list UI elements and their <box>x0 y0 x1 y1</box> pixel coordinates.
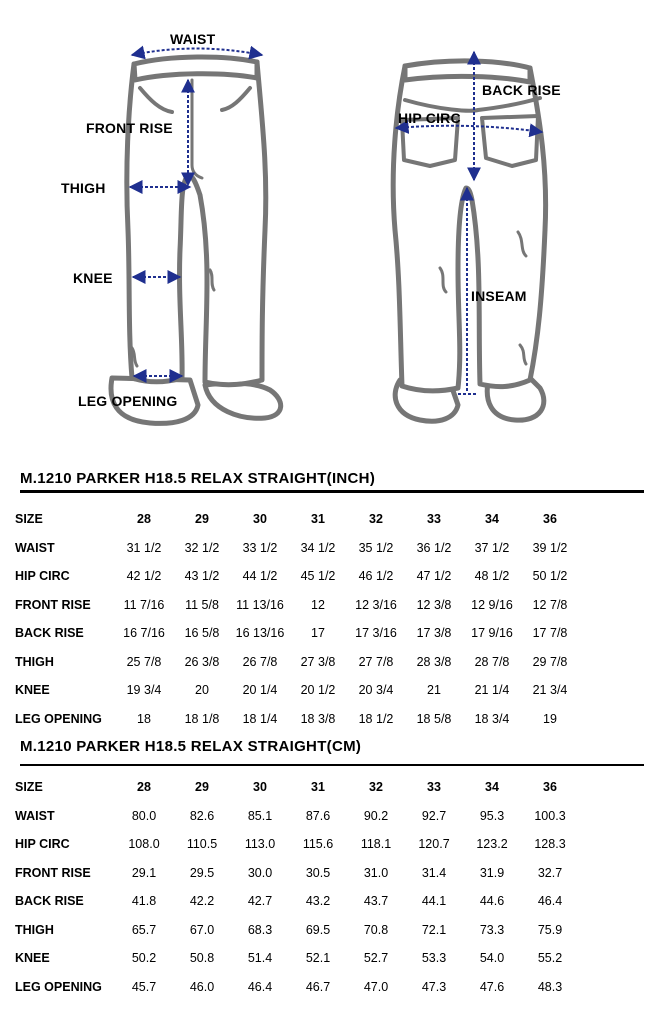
table-cell: 30.0 <box>247 865 273 880</box>
table-cell: 44.1 <box>421 894 447 909</box>
table-cell: 43.7 <box>363 894 389 909</box>
table-cell: 35 1/2 <box>358 540 394 555</box>
table-cell: 11 7/16 <box>123 597 165 612</box>
table-cell: 90.2 <box>363 808 389 823</box>
table-cell: 21 3/4 <box>532 683 568 698</box>
table-cell: 48 1/2 <box>474 569 510 584</box>
inch-table-title: M.1210 PARKER H18.5 RELAX STRAIGHT(INCH) <box>20 470 376 487</box>
table-cell: 31.9 <box>479 865 505 880</box>
table-cell: 42 1/2 <box>126 569 162 584</box>
table-cell: 87.6 <box>305 808 331 823</box>
table-row <box>15 562 579 591</box>
table-cell: 82.6 <box>189 808 215 823</box>
table-cell: 18 3/8 <box>300 711 336 726</box>
table-cell: 46.7 <box>305 979 331 994</box>
size-header-cell: 32 <box>369 780 383 795</box>
table-cell: 31.0 <box>363 865 389 880</box>
table-cell: 92.7 <box>421 808 447 823</box>
table-row <box>15 705 579 734</box>
table-cell: 113.0 <box>244 837 276 852</box>
table-row <box>15 676 579 705</box>
size-header-cell: 30 <box>253 780 267 795</box>
size-header-cell: 31 <box>311 780 325 795</box>
table-cell: 17 3/16 <box>355 626 397 641</box>
table-cell: 12 9/16 <box>471 597 513 612</box>
size-header-label: SIZE <box>15 512 43 527</box>
label-front-rise: FRONT RISE <box>86 120 173 136</box>
table-cell: 72.1 <box>421 922 447 937</box>
table-cell: 28 3/8 <box>416 654 452 669</box>
table-cell: 52.1 <box>305 951 331 966</box>
size-header-cell: 30 <box>253 512 267 527</box>
table-cell: 45 1/2 <box>300 569 336 584</box>
table-cell: 42.2 <box>189 894 215 909</box>
table-cell: 108.0 <box>128 837 160 852</box>
table-cell: 28 7/8 <box>474 654 510 669</box>
row-label: WAIST <box>15 540 55 555</box>
measurement-diagram <box>0 0 663 440</box>
table-cell: 20 1/2 <box>300 683 336 698</box>
row-label: FRONT RISE <box>15 597 91 612</box>
table-cell: 43.2 <box>305 894 331 909</box>
table-row <box>15 887 579 916</box>
table-cell: 20 1/4 <box>242 683 278 698</box>
table-cell: 18 5/8 <box>416 711 452 726</box>
table-cell: 17 9/16 <box>471 626 513 641</box>
table-cell: 45.7 <box>131 979 157 994</box>
table-cell: 73.3 <box>479 922 505 937</box>
table-cell: 32.7 <box>537 865 563 880</box>
table-cell: 18 1/4 <box>242 711 278 726</box>
table-cell: 47.6 <box>479 979 505 994</box>
size-header-cell: 36 <box>543 512 557 527</box>
table-cell: 18 1/2 <box>358 711 394 726</box>
table-cell: 44.6 <box>479 894 505 909</box>
table-cell: 19 3/4 <box>126 683 162 698</box>
inch-title-divider <box>20 490 644 493</box>
size-header-cell: 34 <box>485 780 499 795</box>
table-cell: 115.6 <box>302 837 334 852</box>
row-label: LEG OPENING <box>15 711 102 726</box>
size-header-cell: 32 <box>369 512 383 527</box>
front-pants-drawing <box>111 57 281 423</box>
table-cell: 31 1/2 <box>126 540 162 555</box>
table-cell: 20 <box>195 683 209 698</box>
table-row <box>15 534 579 563</box>
table-header-row <box>15 773 579 802</box>
table-cell: 46.4 <box>247 979 273 994</box>
table-cell: 34 1/2 <box>300 540 336 555</box>
table-row <box>15 916 579 945</box>
table-cell: 12 <box>311 597 325 612</box>
table-cell: 68.3 <box>247 922 273 937</box>
table-cell: 17 3/8 <box>416 626 452 641</box>
table-cell: 55.2 <box>537 951 563 966</box>
row-label: FRONT RISE <box>15 865 91 880</box>
size-header-cell: 34 <box>485 512 499 527</box>
table-row <box>15 591 579 620</box>
table-cell: 50.8 <box>189 951 215 966</box>
row-label: BACK RISE <box>15 894 84 909</box>
table-cell: 70.8 <box>363 922 389 937</box>
table-cell: 17 7/8 <box>532 626 568 641</box>
table-cell: 50.2 <box>131 951 157 966</box>
size-header-cell: 28 <box>137 780 151 795</box>
table-cell: 21 1/4 <box>474 683 510 698</box>
table-cell: 42.7 <box>247 894 273 909</box>
table-row <box>15 802 579 831</box>
label-thigh: THIGH <box>61 180 106 196</box>
row-label: WAIST <box>15 808 55 823</box>
row-label: LEG OPENING <box>15 979 102 994</box>
table-cell: 54.0 <box>479 951 505 966</box>
size-header-cell: 29 <box>195 780 209 795</box>
table-cell: 46.0 <box>189 979 215 994</box>
table-cell: 29.1 <box>131 865 157 880</box>
table-cell: 27 3/8 <box>300 654 336 669</box>
table-row <box>15 830 579 859</box>
table-cell: 18 3/4 <box>474 711 510 726</box>
table-cell: 47.3 <box>421 979 447 994</box>
waist-arrow <box>132 49 262 56</box>
table-cell: 17 <box>311 626 325 641</box>
table-cell: 80.0 <box>131 808 157 823</box>
table-cell: 75.9 <box>537 922 563 937</box>
table-cell: 37 1/2 <box>474 540 510 555</box>
table-row <box>15 944 579 973</box>
table-cell: 27 7/8 <box>358 654 394 669</box>
row-label: BACK RISE <box>15 626 84 641</box>
table-cell: 44 1/2 <box>242 569 278 584</box>
label-inseam: INSEAM <box>471 288 527 304</box>
table-cell: 41.8 <box>131 894 157 909</box>
table-cell: 11 13/16 <box>236 597 284 612</box>
table-cell: 47.0 <box>363 979 389 994</box>
table-row <box>15 648 579 677</box>
table-cell: 21 <box>427 683 441 698</box>
table-cell: 25 7/8 <box>126 654 162 669</box>
table-cell: 16 7/16 <box>123 626 165 641</box>
table-cell: 18 1/8 <box>184 711 220 726</box>
row-label: THIGH <box>15 654 54 669</box>
cm-table-title: M.1210 PARKER H18.5 RELAX STRAIGHT(CM) <box>20 738 362 755</box>
table-cell: 12 3/16 <box>355 597 397 612</box>
table-cell: 69.5 <box>305 922 331 937</box>
table-row <box>15 619 579 648</box>
label-waist: WAIST <box>170 31 216 47</box>
table-cell: 12 7/8 <box>532 597 568 612</box>
table-cell: 67.0 <box>189 922 215 937</box>
size-header-label: SIZE <box>15 780 43 795</box>
table-cell: 65.7 <box>131 922 157 937</box>
table-cell: 19 <box>543 711 557 726</box>
cm-size-table <box>15 773 579 1001</box>
table-cell: 95.3 <box>479 808 505 823</box>
label-knee: KNEE <box>73 270 113 286</box>
table-cell: 29.5 <box>189 865 215 880</box>
table-cell: 52.7 <box>363 951 389 966</box>
table-cell: 39 1/2 <box>532 540 568 555</box>
table-cell: 16 13/16 <box>235 626 285 641</box>
table-cell: 110.5 <box>186 837 218 852</box>
label-hip-circ: HIP CIRC <box>398 110 461 126</box>
table-cell: 26 3/8 <box>184 654 220 669</box>
table-cell: 46 1/2 <box>358 569 394 584</box>
table-cell: 11 5/8 <box>185 597 219 612</box>
row-label: THIGH <box>15 922 54 937</box>
table-cell: 32 1/2 <box>184 540 220 555</box>
table-cell: 43 1/2 <box>184 569 220 584</box>
size-header-cell: 33 <box>427 780 441 795</box>
row-label: KNEE <box>15 951 50 966</box>
table-row <box>15 973 579 1002</box>
cm-title-divider <box>20 764 644 766</box>
table-cell: 50 1/2 <box>532 569 568 584</box>
table-cell: 26 7/8 <box>242 654 278 669</box>
row-label: KNEE <box>15 683 50 698</box>
table-cell: 120.7 <box>418 837 450 852</box>
label-leg-opening: LEG OPENING <box>78 393 178 409</box>
table-cell: 31.4 <box>421 865 447 880</box>
table-cell: 118.1 <box>360 837 392 852</box>
table-cell: 30.5 <box>305 865 331 880</box>
size-header-cell: 31 <box>311 512 325 527</box>
table-cell: 12 3/8 <box>416 597 452 612</box>
inch-size-table <box>15 505 579 733</box>
table-cell: 18 <box>137 711 151 726</box>
table-cell: 128.3 <box>534 837 566 852</box>
table-row <box>15 859 579 888</box>
size-header-cell: 29 <box>195 512 209 527</box>
table-header-row <box>15 505 579 534</box>
table-cell: 29 7/8 <box>532 654 568 669</box>
table-cell: 123.2 <box>476 837 508 852</box>
row-label: HIP CIRC <box>15 837 70 852</box>
table-cell: 46.4 <box>537 894 563 909</box>
table-cell: 47 1/2 <box>416 569 452 584</box>
size-header-cell: 36 <box>543 780 557 795</box>
table-cell: 100.3 <box>534 808 566 823</box>
table-cell: 53.3 <box>421 951 447 966</box>
table-cell: 51.4 <box>247 951 273 966</box>
size-header-cell: 33 <box>427 512 441 527</box>
table-cell: 85.1 <box>247 808 273 823</box>
table-cell: 16 5/8 <box>184 626 220 641</box>
size-header-cell: 28 <box>137 512 151 527</box>
pants-illustration <box>0 0 663 440</box>
table-cell: 48.3 <box>537 979 563 994</box>
label-back-rise: BACK RISE <box>482 82 561 98</box>
table-cell: 20 3/4 <box>358 683 394 698</box>
table-cell: 33 1/2 <box>242 540 278 555</box>
row-label: HIP CIRC <box>15 569 70 584</box>
table-cell: 36 1/2 <box>416 540 452 555</box>
